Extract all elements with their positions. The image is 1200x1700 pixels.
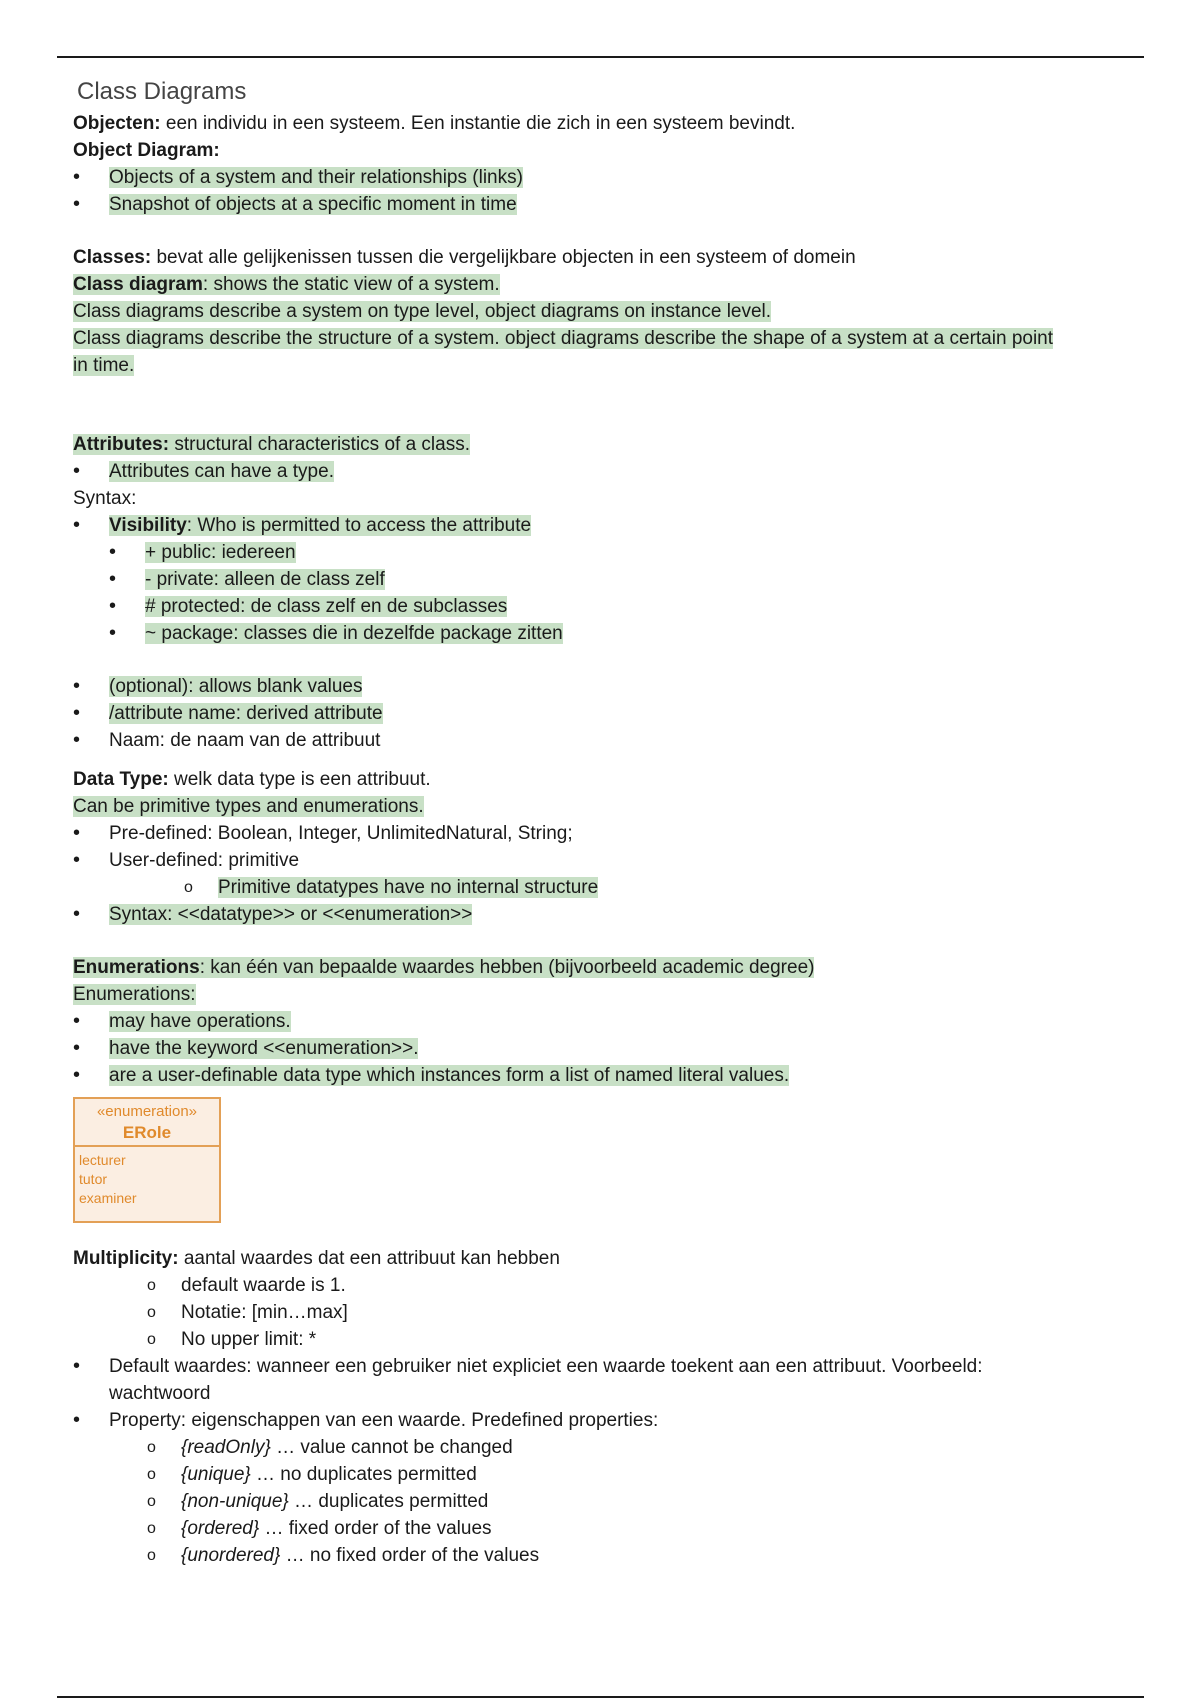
list-item: • Default waardes: wanneer een gebruiker niet expliciet een waarde toekent aan een attribuut. Voorbeeld: wachtwoord xyxy=(73,1353,1133,1407)
enumeration-header xyxy=(75,1099,219,1147)
objects-definition xyxy=(73,110,1133,137)
list-item: • /attribute name: derived attribute xyxy=(73,700,1133,727)
list-item: o No upper limit: * xyxy=(73,1326,1133,1353)
list-item: • (optional): allows blank values xyxy=(73,673,1133,700)
list-item: o {readOnly} … value cannot be changed xyxy=(73,1434,1133,1461)
top-rule xyxy=(57,56,1144,58)
class-diagram-line: Class diagrams describe a system on type level, object diagrams on instance level. xyxy=(73,301,772,322)
list-item: • Syntax: <<datatype>> or <<enumeration>> xyxy=(73,901,1133,928)
enumerations-definition: Enumerations: kan één van bepaalde waardes hebben (bijvoorbeeld academic degree) xyxy=(73,957,815,978)
enumeration-diagram xyxy=(73,1097,221,1223)
datatype-definition: Data Type: welk data type is een attribuut. xyxy=(73,769,431,790)
enumeration-literal: examiner xyxy=(79,1190,137,1206)
list-item: o {ordered} … fixed order of the values xyxy=(73,1515,1133,1542)
multiplicity-definition: Multiplicity: aantal waardes dat een attribuut kan hebben xyxy=(73,1248,560,1269)
attributes-definition: Attributes: structural characteristics of a class. xyxy=(73,434,470,455)
enumeration-literal: lecturer xyxy=(79,1152,126,1168)
list-item: o {non-unique} … duplicates permitted xyxy=(73,1488,1133,1515)
list-item: • Attributes can have a type. xyxy=(73,458,1133,485)
object-diagram-heading: Object Diagram: xyxy=(73,140,220,161)
list-item: • Snapshot of objects at a specific moment in time xyxy=(73,191,1133,218)
classes-definition: Classes: bevat alle gelijkenissen tussen die vergelijkbare objecten in een systeem of domein xyxy=(73,247,856,268)
list-item: • are a user-definable data type which instances form a list of named literal values. xyxy=(73,1062,1133,1089)
enumeration-name: ERole xyxy=(122,1123,172,1142)
list-item: • Pre-defined: Boolean, Integer, UnlimitedNatural, String; xyxy=(73,820,1133,847)
bottom-rule xyxy=(57,1696,1144,1698)
objects-def: een individu in een systeem. Een instantie die zich in een systeem bevindt. xyxy=(160,113,796,134)
syntax-label: Syntax: xyxy=(73,488,137,509)
class-diagram-line: in time. xyxy=(73,355,135,376)
class-diagram-line: Class diagrams describe the structure of a system. object diagrams describe the shape of a system at a certain point xyxy=(73,328,1054,349)
datatype-line: Can be primitive types and enumerations. xyxy=(73,796,424,817)
list-item: o {unique} … no duplicates permitted xyxy=(73,1461,1133,1488)
enumeration-literals xyxy=(75,1147,219,1208)
page-title: Class Diagrams xyxy=(77,78,247,105)
list-item: • + public: iedereen xyxy=(73,539,1133,566)
enumeration-literal: tutor xyxy=(79,1171,108,1187)
list-item: • User-defined: primitive xyxy=(73,847,1133,874)
list-item: • ~ package: classes die in dezelfde package zitten xyxy=(73,620,1133,647)
list-item: • - private: alleen de class zelf xyxy=(73,566,1133,593)
class-diagram-definition: Class diagram: shows the static view of a system. xyxy=(73,274,500,295)
list-item: • # protected: de class zelf en de subclasses xyxy=(73,593,1133,620)
list-item: o Notatie: [min…max] xyxy=(73,1299,1133,1326)
list-item: o default waarde is 1. xyxy=(73,1272,1133,1299)
list-item: • may have operations. xyxy=(73,1008,1133,1035)
list-item: • have the keyword <<enumeration>>. xyxy=(73,1035,1133,1062)
list-item: o {unordered} … no fixed order of the values xyxy=(73,1542,1133,1569)
list-item: • Naam: de naam van de attribuut xyxy=(73,727,1133,754)
enumerations-label: Enumerations: xyxy=(73,984,196,1005)
enumeration-stereotype: «enumeration» xyxy=(96,1103,198,1120)
list-item: o Primitive datatypes have no internal structure xyxy=(73,874,1133,901)
list-item: • Property: eigenschappen van een waarde. Predefined properties: xyxy=(73,1407,1133,1434)
list-item: • Visibility: Who is permitted to access the attribute xyxy=(73,512,1133,539)
document-body xyxy=(73,74,1133,1569)
list-item: • Objects of a system and their relationships (links) xyxy=(73,164,1133,191)
objects-term: Objecten: xyxy=(73,113,161,134)
